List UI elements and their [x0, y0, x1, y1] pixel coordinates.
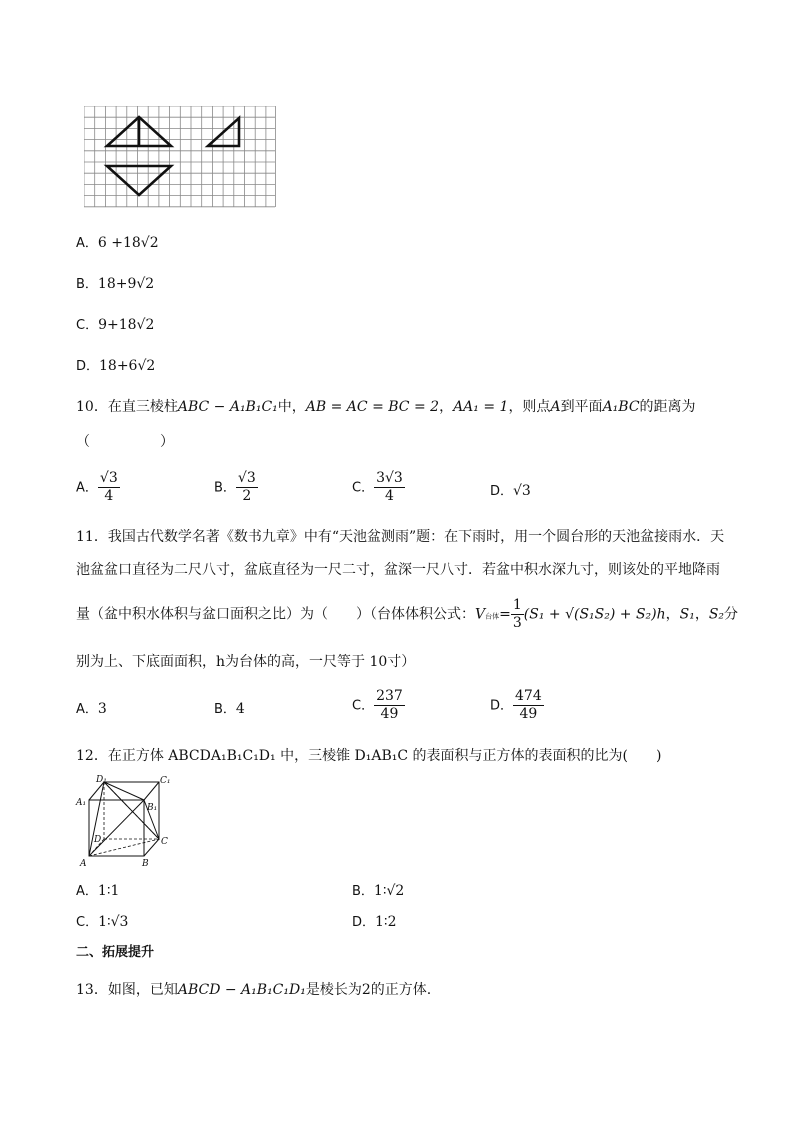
q10-option-a[interactable]: A． $\frac{√3}{4}$	[76, 470, 118, 504]
q10-option-c[interactable]: C． $\frac{3√3}{4}$	[352, 470, 403, 504]
label-b1: B₁	[147, 803, 158, 813]
q11-option-a[interactable]: A．3	[76, 701, 107, 717]
label-d: D	[94, 835, 102, 845]
label-d1: D₁	[96, 775, 107, 785]
q11-stem-line1: 11．我国古代数学名著《数书九章》中有“天池盆测雨”题：在下雨时，用一个圆台形的天池盆接雨水．天	[76, 529, 725, 545]
q10-stem: 10．在直三棱柱ABC − A₁B₁C₁中，AB = AC = BC = 2，AA₁ = 1，则点A到平面A₁BC的距离为	[76, 399, 696, 415]
q11-stem-line4: 别为上、下底面面积，h为台体的高，一尺等于 10寸）	[76, 654, 416, 670]
q9-option-a[interactable]: A．6 +18√2	[76, 235, 159, 251]
q12-option-b[interactable]: B．1∶√2	[352, 883, 405, 899]
label-c1: C₁	[160, 776, 171, 786]
q12-option-c[interactable]: C．1∶√3	[76, 914, 129, 930]
q11-option-c[interactable]: C． $\frac{237}{49}$	[352, 688, 403, 722]
three-view-grid-figure	[84, 106, 276, 208]
q11-option-b[interactable]: B．4	[214, 701, 245, 717]
label-c: C	[161, 837, 168, 847]
label-a: A	[80, 859, 87, 869]
q9-option-c[interactable]: C．9+18√2	[76, 317, 155, 333]
q12-option-a[interactable]: A．1∶1	[76, 883, 120, 899]
q9-option-d[interactable]: D．18+6√2	[76, 358, 156, 374]
label-b: B	[142, 859, 149, 869]
q11-stem-line3: 量（盆中积水体积与盆口面积之比）为（ ）（台体体积公式：V台体= $\frac{1}{3}$ (S₁ + √(S₁S₂) + S₂)h，S₁，S₂分	[76, 597, 739, 631]
q11-stem-line2: 池盆盆口直径为二尺八寸，盆底直径为一尺二寸，盆深一尺八寸．若盆中积水深九寸，则该处的平地降雨	[76, 562, 720, 578]
q13-stem: 13．如图，已知ABCD − A₁B₁C₁D₁是棱长为2的正方体.	[76, 982, 432, 998]
q12-option-d[interactable]: D．1∶2	[352, 914, 397, 930]
q10-answer-paren: （ ）	[76, 434, 174, 450]
q11-option-d[interactable]: D． $\frac{474}{49}$	[490, 688, 542, 722]
q10-option-b[interactable]: B． $\frac{√3}{2}$	[214, 470, 256, 504]
section-heading: 二、拓展提升	[76, 945, 155, 960]
q12-stem: 12．在正方体 ABCDA₁B₁C₁D₁ 中，三棱锥 D₁AB₁C 的表面积与正方体的表面积的比为( )	[76, 748, 662, 764]
label-a1: A₁	[76, 798, 87, 808]
cube-figure	[74, 774, 174, 874]
q9-option-b[interactable]: B．18+9√2	[76, 276, 155, 292]
top-view-triangle	[107, 166, 171, 195]
q10-option-d[interactable]: D．√3	[490, 483, 531, 499]
front-view-triangle	[107, 117, 171, 146]
